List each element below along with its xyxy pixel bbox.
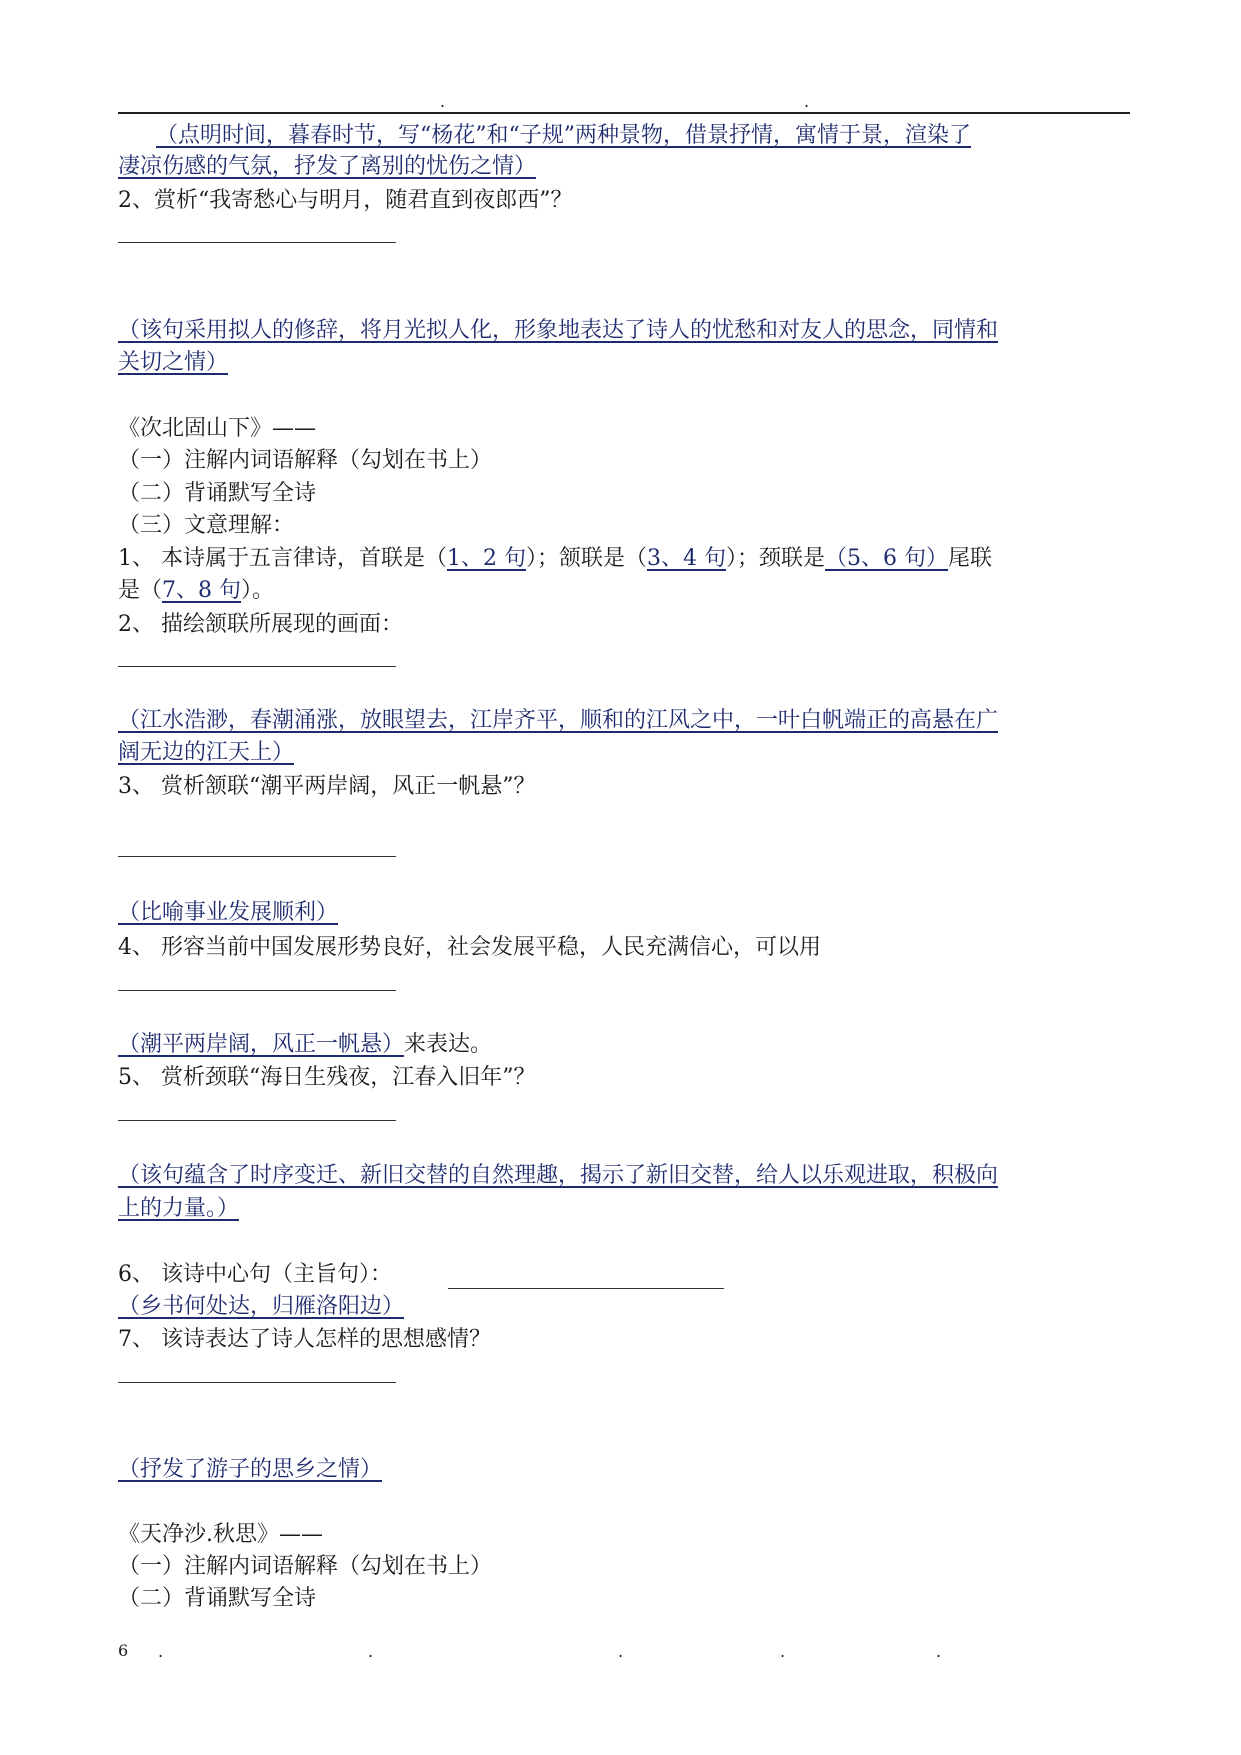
question-5: 5、 赏析颈联“海日生残夜，江春入旧年”？ <box>118 1065 536 1090</box>
question-1-text: ）；颔联是（ <box>526 546 648 571</box>
question-1-text: 是（ <box>118 578 163 603</box>
question-2b: 2、 描绘颔联所展现的画面： <box>118 612 403 637</box>
answer-line: （乡书何处达，归雁洛阳边） <box>118 1294 405 1319</box>
answer-blank <box>118 1120 396 1121</box>
answer-line: 阔无边的江天上） <box>118 740 295 765</box>
answer-blank <box>118 990 396 991</box>
poem-title: 《次北固山下》—— <box>118 416 317 441</box>
section-heading: （三）文意理解： <box>118 513 295 538</box>
answer-4-suffix: 来表达。 <box>404 1032 493 1057</box>
section-heading: （二）背诵默写全诗 <box>118 481 317 506</box>
question-3: 3、 赏析颔联“潮平两岸阔，风正一帆悬”？ <box>118 774 536 799</box>
answer-blank <box>118 242 396 243</box>
answer-line: （抒发了游子的思乡之情） <box>118 1457 383 1482</box>
footer-dot: . <box>368 1642 374 1661</box>
answer-line: （江水浩渺，春潮涌涨，放眼望去，江岸齐平，顺和的江风之中，一叶白帆端正的高悬在广 <box>118 708 999 733</box>
answer-line: （点明时间，暮春时节，写“杨花”和“子规”两种景物，借景抒情，寓情于景，渲染了 <box>156 123 971 148</box>
answer-blank <box>118 856 396 857</box>
section-heading: （一）注解内词语解释（勾划在书上） <box>118 1554 493 1579</box>
answer-inline: （潮平两岸阔，风正一帆悬） <box>118 1032 405 1057</box>
answer-line: （该句蕴含了时序变迁、新旧交替的自然理趣，揭示了新旧交替，给人以乐观进取，积极向 <box>118 1163 999 1188</box>
answer-blank <box>118 666 396 667</box>
section-heading: （二）背诵默写全诗 <box>118 1586 317 1611</box>
answer-4-line <box>118 1030 492 1060</box>
section-heading: （一）注解内词语解释（勾划在书上） <box>118 448 493 473</box>
header-rule <box>118 112 1130 114</box>
footer-dot: . <box>780 1642 786 1661</box>
question-1-text: 尾联 <box>948 546 993 571</box>
question-6: 6、 该诗中心句（主旨句）： <box>118 1262 392 1287</box>
question-2: 2、赏析“我寄愁心与明月，随君直到夜郎西”？ <box>118 188 573 213</box>
footer-dot: . <box>936 1642 942 1661</box>
poem-title: 《天净沙.秋思》—— <box>118 1522 323 1547</box>
answer-inline: 3、4 句 <box>647 546 727 571</box>
question-1-cont <box>118 576 274 606</box>
answer-line: 关切之情） <box>118 350 229 375</box>
question-7: 7、 该诗表达了诗人怎样的思想感情？ <box>118 1327 491 1352</box>
question-1-text: ）；颈联是 <box>726 546 826 571</box>
page-number: 6 <box>118 1641 129 1660</box>
answer-inline: （5、6 句） <box>825 546 949 571</box>
question-1 <box>118 544 992 574</box>
question-1-text: 1、 本诗属于五言律诗，首联是（ <box>118 546 447 571</box>
footer-dot: . <box>158 1642 164 1661</box>
question-4: 4、 形容当前中国发展形势良好，社会发展平稳，人民充满信心，可以用 <box>118 935 821 960</box>
answer-blank <box>448 1288 724 1289</box>
answer-line: 上的力量。） <box>118 1196 240 1221</box>
footer-dot: . <box>618 1642 624 1661</box>
answer-line: （比喻事业发展顺利） <box>118 900 339 925</box>
answer-line: 凄凉伤感的气氛，抒发了离别的忧伤之情） <box>118 154 537 179</box>
header-dot-left: . <box>440 92 446 111</box>
answer-line: （该句采用拟人的修辞，将月光拟人化，形象地表达了诗人的忧愁和对友人的思念，同情和 <box>118 318 999 343</box>
header-dot-right: . <box>804 92 810 111</box>
answer-blank <box>118 1382 396 1383</box>
answer-inline: 7、8 句 <box>162 578 242 603</box>
question-1-text: ）。 <box>241 578 275 603</box>
answer-inline: 1、2 句 <box>447 546 526 571</box>
